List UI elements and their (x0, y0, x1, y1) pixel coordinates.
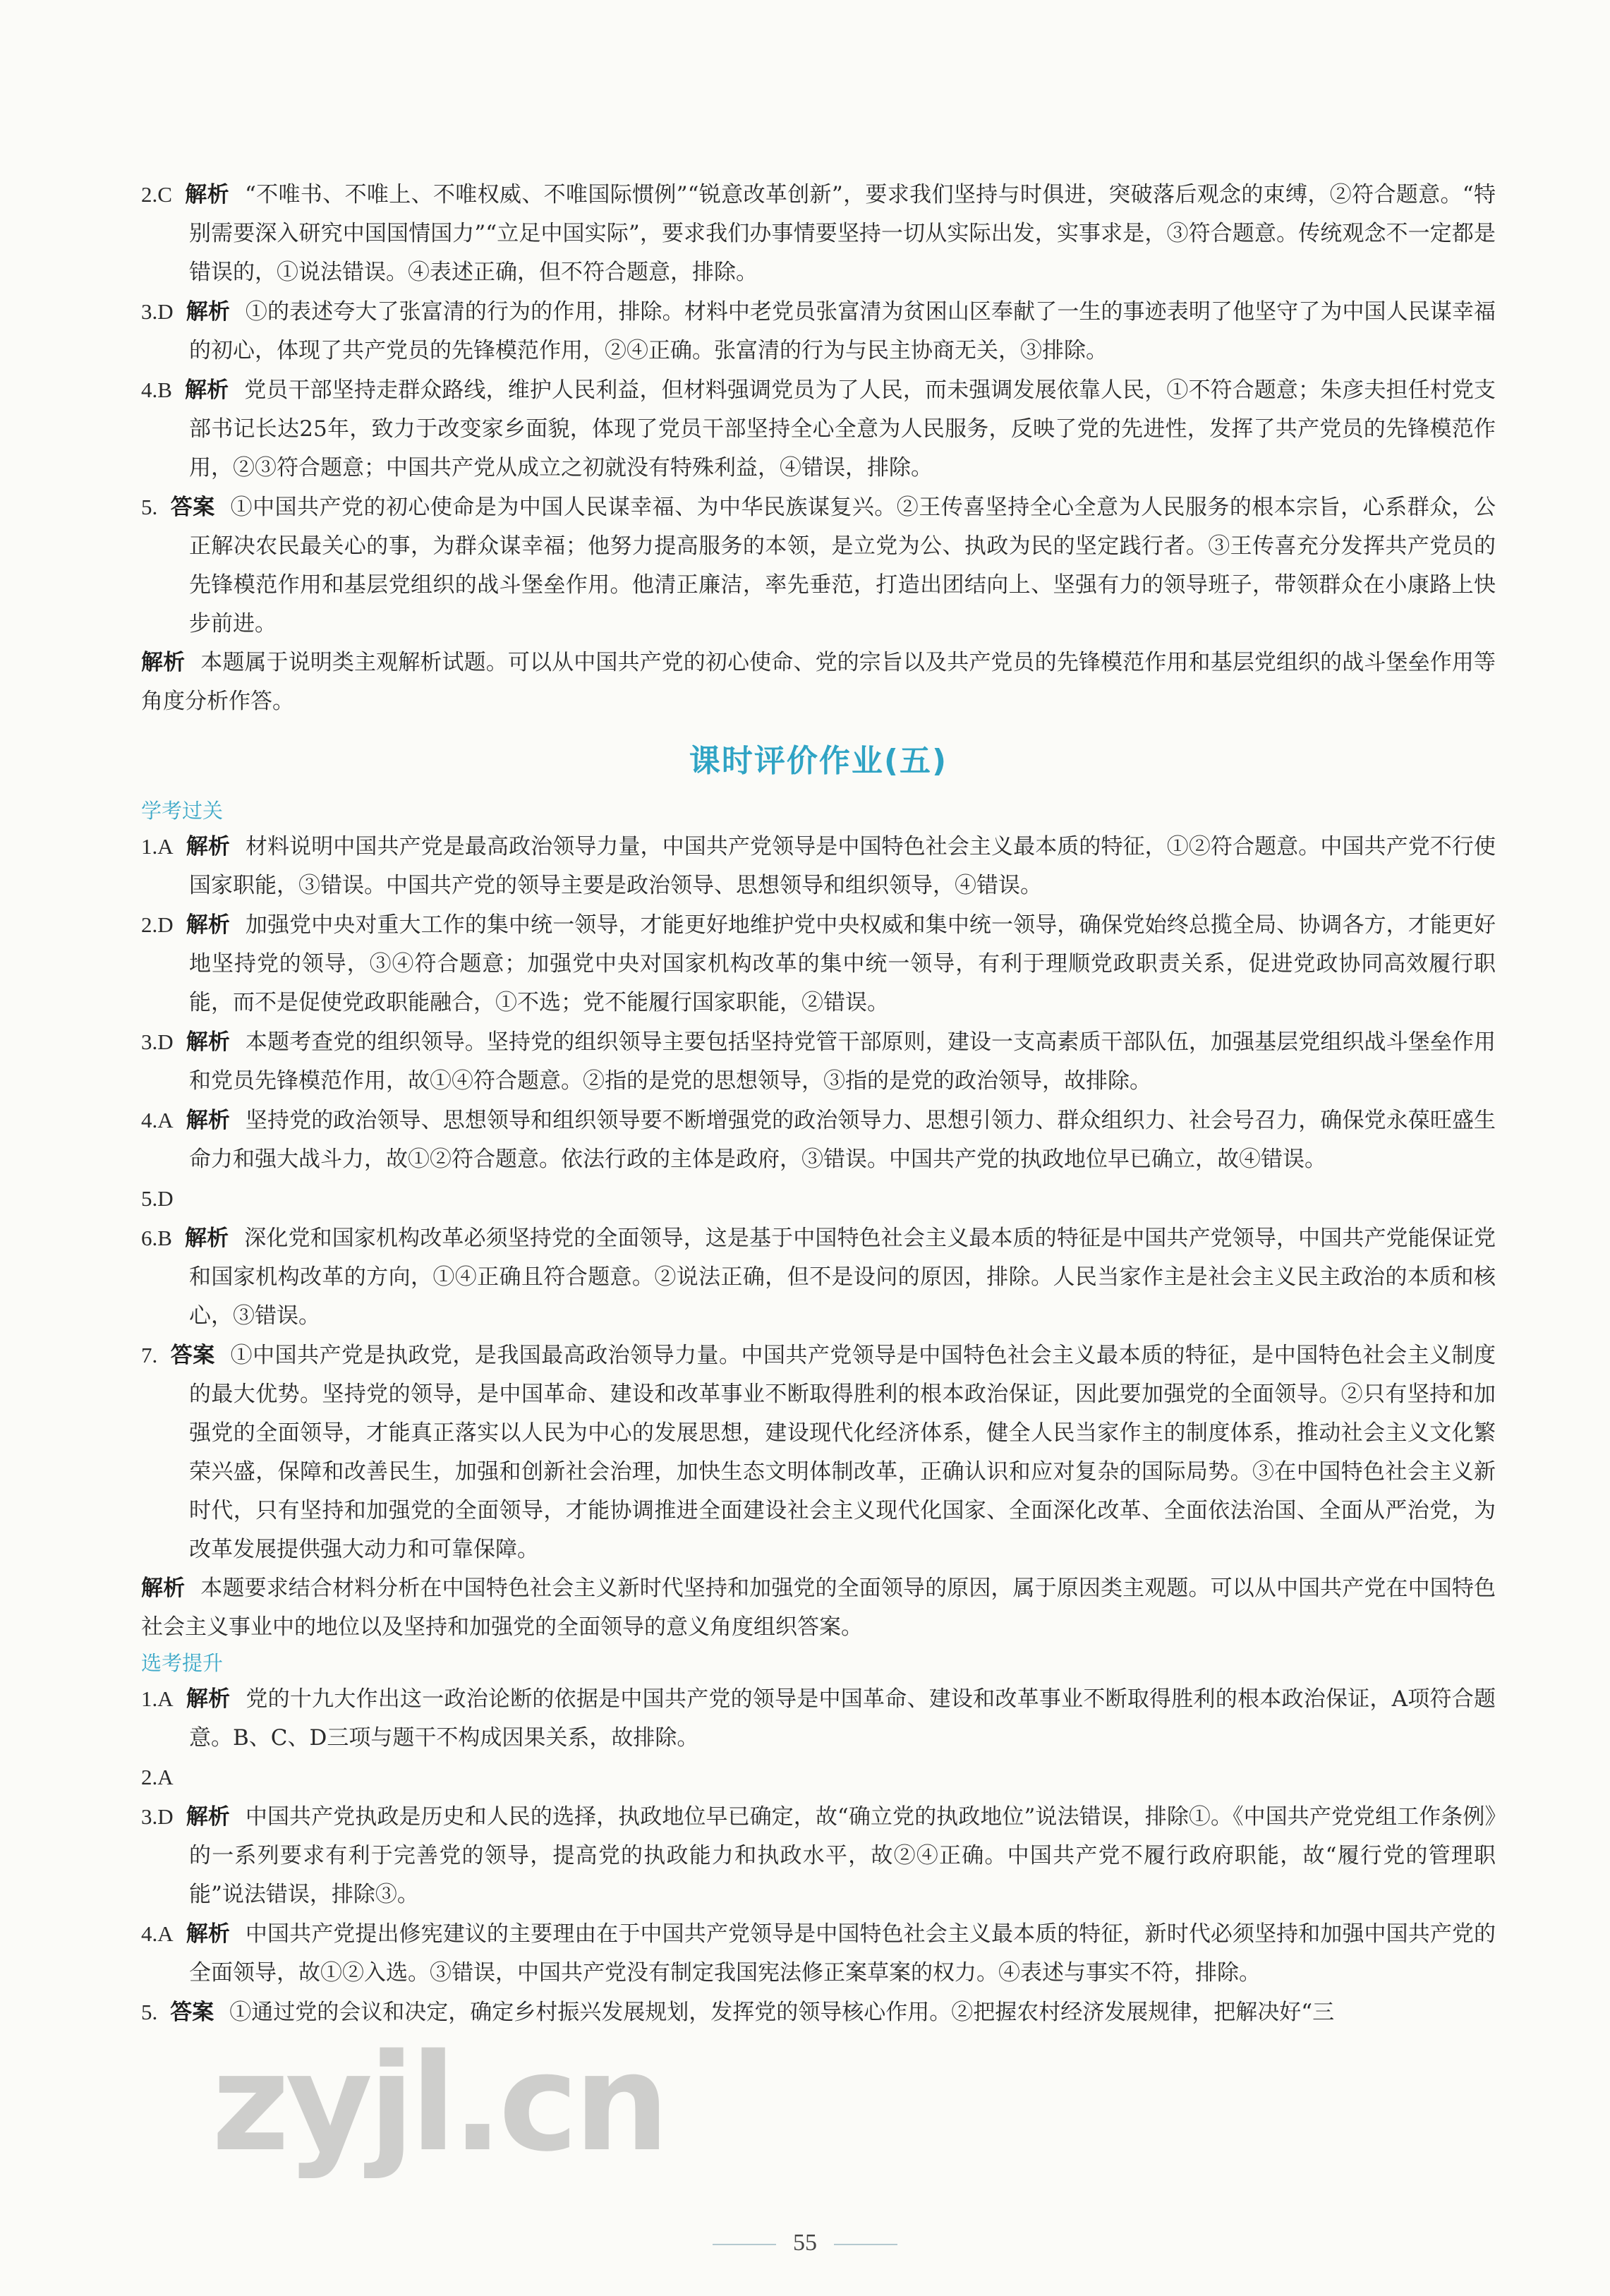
answer-text: 坚持党的政治领导、思想领导和组织领导要不断增强党的政治领导力、思想引领力、群众组织力、社会号召力，确保党永葆旺盛生命力和强大战斗力，故①②符合题意。依法行政的主体是政府，③错误。中国共产党的执政地位早已确立，故④错误。 (189, 1108, 1496, 1172)
question-number: 1.A (141, 834, 174, 859)
answer-label: 解析 (186, 299, 230, 325)
answer-text: ①通过党的会议和决定，确定乡村振兴发展规划，发挥党的领导核心作用。②把握农村经济发展规律，把解决好“三 (229, 2000, 1335, 2025)
analysis-note (141, 1569, 1496, 1647)
answer-label: 答案 (170, 1343, 215, 1368)
analysis-label: 解析 (141, 650, 186, 675)
answer-label: 解析 (186, 1029, 230, 1055)
question-number: 3.D (141, 299, 174, 324)
page-number: 55 (793, 2230, 817, 2256)
analysis-label: 解析 (141, 1576, 186, 1601)
answer-label: 解析 (186, 1921, 230, 1947)
answer-label: 解析 (184, 182, 229, 207)
question-number: 2.C (141, 182, 172, 207)
answer-block-3 (141, 1679, 1496, 2032)
divider (834, 2244, 897, 2245)
answer-label: 答案 (170, 495, 215, 520)
answer-text: 加强党中央对重大工作的集中统一领导，才能更好地维护党中央权威和集中统一领导，确保党始终总揽全局、协调各方，才能更好地坚持党的领导，③④符合题意；加强党中央对国家机构改革的集中统一领导，有利于理顺党政职责关系，促进党政协同高效履行职能，而不是促使党政职能融合，①不选；党不能履行国家职能，②错误。 (189, 912, 1496, 1015)
subsection-title: 学考过关 (141, 799, 224, 823)
answer-label: 解析 (186, 834, 230, 859)
answer-item (141, 1219, 1496, 1336)
answer-label: 答案 (170, 2000, 214, 2025)
question-number: 6.B (141, 1226, 172, 1250)
answer-item (141, 370, 1496, 488)
answer-block-1 (141, 175, 1496, 644)
answer-text: 深化党和国家机构改革必须坚持党的全面领导，这是基于中国特色社会主义最本质的特征是中国共产党领导，中国共产党能保证党和国家机构改革的方向，①④正确且符合题意。②说法正确，但不是设问的原因，排除。人民当家作主是社会主义民主政治的本质和核心，③错误。 (189, 1226, 1496, 1329)
question-number: 2.D (141, 912, 174, 937)
answer-item (141, 905, 1496, 1022)
answer-text: 中国共产党提出修宪建议的主要理由在于中国共产党领导是中国特色社会主义最本质的特征，新时代必须坚持和加强中国共产党的全面领导，故①②入选。③错误，中国共产党没有制定我国宪法修正案草案的权力。④表述与事实不符，排除。 (189, 1921, 1496, 1986)
divider (713, 2244, 776, 2245)
answer-text: 材料说明中国共产党是最高政治领导力量，中国共产党领导是中国特色社会主义最本质的特征，①②符合题意。中国共产党不行使国家职能，③错误。中国共产党的领导主要是政治领导、思想领导和组织领导，④错误。 (189, 834, 1496, 898)
answer-label: 解析 (186, 1686, 231, 1712)
answer-text: ①中国共产党的初心使命是为中国人民谋幸福、为中华民族谋复兴。②王传喜坚持全心全意为人民服务的根本宗旨，心系群众，公正解决农民最关心的事，为群众谋幸福；他努力提高服务的本领，是立党为公、执政为民的坚定践行者。③王传喜充分发挥共产党员的先锋模范作用和基层党组织的战斗堡垒作用。他清正廉洁，率先垂范，打造出团结向上、坚强有力的领导班子，带领群众在小康路上快步前进。 (189, 495, 1496, 636)
answer-item (141, 1797, 1496, 1914)
answer-label: 解析 (186, 1804, 230, 1830)
answer-text: ①中国共产党是执政党，是我国最高政治领导力量。中国共产党领导是中国特色社会主义最本质的特征，是中国特色社会主义制度的最大优势。坚持党的领导，是中国革命、建设和改革事业不断取得胜利的根本政治保证，因此要加强党的全面领导。②只有坚持和加强党的全面领导，才能真正落实以人民为中心的发展思想，建设现代化经济体系，健全人民当家作主的制度体系，推动社会主义文化繁荣兴盛，保障和改善民生，加强和创新社会治理，加快生态文明体制改革，正确认识和应对复杂的国际局势。③在中国特色社会主义新时代，只有坚持和加强党的全面领导，才能协调推进全面建设社会主义现代化国家、全面深化改革、全面依法治国、全面从严治党，为改革发展提供强大动力和可靠保障。 (189, 1343, 1496, 1562)
answer-item (141, 1914, 1496, 1993)
answer-item (141, 827, 1496, 905)
answer-item (141, 1679, 1496, 1758)
answer-text: 本题考查党的组织领导。坚持党的组织领导主要包括坚持党管干部原则，建设一支高素质干部队伍，加强基层党组织战斗堡垒作用和党员先锋模范作用，故①④符合题意。②指的是党的思想领导，③指的是党的政治领导，故排除。 (189, 1029, 1496, 1094)
answer-text: 党员干部坚持走群众路线，维护人民利益，但材料强调党员为了人民，而未强调发展依靠人民，①不符合题意；朱彦夫担任村党支部书记长达25年，致力于改变家乡面貌，体现了党员干部坚持全心全意为人民服务，反映了党的先进性，发挥了共产党员的先锋模范作用，②③符合题意；中国共产党从成立之初就没有特殊利益，④错误，排除。 (189, 377, 1496, 481)
answer-item (141, 1758, 1496, 1797)
answer-item (141, 1336, 1496, 1569)
answer-text: “不唯书、不唯上、不唯权威、不唯国际惯例”“锐意改革创新”，要求我们坚持与时俱进，突破落后观念的束缚，②符合题意。“特别需要深入研究中国国情国力”“立足中国实际”，要求我们办事情要坚持一切从实际出发，实事求是，③符合题意。传统观念不一定都是错误的，①说法错误。④表述正确，但不符合题意，排除。 (189, 182, 1496, 285)
page-footer (0, 2230, 1610, 2256)
answer-item (141, 292, 1496, 370)
question-number: 4.A (141, 1921, 174, 1946)
watermark-logo: zyjl.cn (212, 2025, 665, 2181)
subsection-title: 选考提升 (141, 1651, 224, 1675)
question-number: 2.A (141, 1765, 174, 1789)
analysis-text: 本题属于说明类主观解析试题。可以从中国共产党的初心使命、党的宗旨以及共产党员的先锋模范作用和基层党组织的战斗堡垒作用等角度分析作答。 (141, 650, 1496, 714)
answer-item (141, 1022, 1496, 1101)
question-number: 7. (141, 1343, 158, 1367)
answer-text: 中国共产党执政是历史和人民的选择，执政地位早已确定，故“确立党的执政地位”说法错误，排除①。《中国共产党党组工作条例》的一系列要求有利于完善党的领导，提高党的执政能力和执政水平，故②④正确。中国共产党不履行政府职能，故“履行党的管理职能”说法错误，排除③。 (189, 1804, 1496, 1907)
answer-label: 解析 (186, 1108, 230, 1133)
answer-item (141, 175, 1496, 292)
question-number: 5. (141, 2000, 158, 2024)
question-number: 3.D (141, 1029, 174, 1054)
question-number: 4.A (141, 1108, 174, 1132)
analysis-note (141, 644, 1496, 721)
answer-label: 解析 (186, 912, 230, 938)
question-number: 4.B (141, 377, 172, 402)
answer-item (141, 1101, 1496, 1179)
answer-item (141, 1179, 1496, 1219)
answer-text: 党的十九大作出这一政治论断的依据是中国共产党的领导是中国革命、建设和改革事业不断取得胜利的根本政治保证，A项符合题意。B、C、D三项与题干不构成因果关系，故排除。 (189, 1686, 1496, 1751)
answer-item (141, 488, 1496, 644)
question-number: 5.D (141, 1186, 174, 1211)
answer-label: 解析 (184, 377, 229, 403)
question-number: 3.D (141, 1804, 174, 1829)
answer-block-2 (141, 827, 1496, 1569)
document-page (141, 175, 1496, 2032)
answer-label: 解析 (184, 1226, 229, 1251)
answer-text: ①的表述夸大了张富清的行为的作用，排除。材料中老党员张富清为贫困山区奉献了一生的事迹表明了他坚守了为中国人民谋幸福的初心，体现了共产党员的先锋模范作用，②④正确。张富清的行为与民主协商无关，③排除。 (189, 299, 1496, 363)
question-number: 5. (141, 495, 158, 519)
question-number: 1.A (141, 1686, 174, 1711)
section-heading: 课时评价作业(五) (689, 743, 948, 779)
analysis-text: 本题要求结合材料分析在中国特色社会主义新时代坚持和加强党的全面领导的原因，属于原因类主观题。可以从中国共产党在中国特色社会主义事业中的地位以及坚持和加强党的全面领导的意义角度组织答案。 (141, 1576, 1496, 1640)
